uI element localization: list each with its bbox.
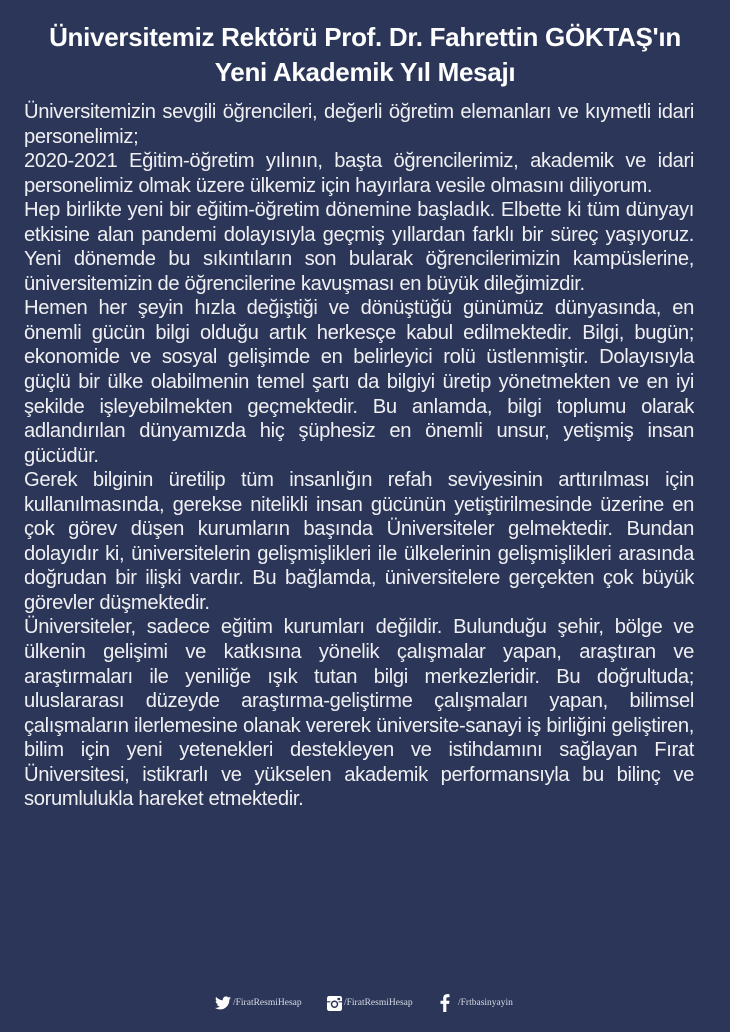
paragraph-wishes: 2020-2021 Eğitim-öğretim yılının, başta öğrencilerimiz, akademik ve idari personelimiz olmak üzere ülkemiz için hayırlara vesile olmasını diliyorum.	[24, 150, 694, 197]
instagram-handle: /FiratResmiHesap	[344, 998, 413, 1008]
social-footer	[0, 992, 730, 1014]
paragraph-greeting: Üniversitemizin sevgili öğrencileri, değerli öğretim elemanları ve kıymetli idari personelimiz;	[24, 101, 694, 148]
paragraph-pandemic: Hep birlikte yeni bir eğitim-öğretim dönemine başladık. Elbette ki tüm dünyayı etkisine alan pandemi dolayısıyla geçmiş yıllardan farklı bir süreç yaşıyoruz. Yeni dönemde bu sıkıntıların son bularak öğrencilerimizin kampüslerine, üniversitemizin de öğrencilerine kavuşması en büyük dileğimizdir.	[24, 199, 694, 295]
facebook-handle: /Frtbasinyayin	[458, 998, 513, 1008]
instagram-icon	[327, 996, 342, 1011]
title-line-2: Yeni Akademik Yıl Mesajı	[214, 57, 516, 87]
twitter-icon	[215, 996, 231, 1010]
social-link-instagram[interactable]	[327, 992, 413, 1014]
paragraph-firat-university: Üniversiteler, sadece eğitim kurumları değildir. Bulunduğu şehir, bölge ve ülkenin gelişimi ve katkısına yönelik çalışmalar yapan, araştıran ve araştırmaları ile yeniliğe ışık tutan bilgi merkezleridir. Bu doğrultuda; uluslararası düzeyde araştırma-geliştirme çalışmaları yapan, bilimsel çalışmaların ilerlemesine olanak vererek üniversite-sanayi iş birliğini geliştiren, bilim için yeni yetenekleri destekleyen ve istihdamını sağlayan Fırat Üniversitesi, istikrarlı ve yükselen akademik performansıyla bu bilinç ve sorumlulukla hareket etmektedir.	[24, 616, 694, 811]
title-line-1: Üniversitemiz Rektörü Prof. Dr. Fahrettin GÖKTAŞ'ın	[49, 22, 681, 52]
paragraph-universities-role: Gerek bilginin üretilip tüm insanlığın refah seviyesinin arttırılması için kullanılmasında, gerekse nitelikli insan gücünün yetiştirilmesinde üzerine en çok görev düşen kurumların başında Üniversiteler gelmektedir. Bundan dolayıdır ki, üniversitelerin gelişmişlikleri ile ülkelerinin gelişmişlikleri arasında doğrudan bir ilişki vardır. Bu bağlamda, üniversitelere gerçekten çok büyük görevler düşmektedir.	[24, 469, 694, 614]
page-title	[0, 20, 730, 90]
message-body	[24, 100, 694, 812]
social-link-twitter[interactable]	[215, 992, 302, 1014]
facebook-icon	[440, 994, 450, 1012]
paragraph-knowledge: Hemen her şeyin hızla değiştiği ve dönüştüğü günümüz dünyasında, en önemli gücün bilgi olduğu artık herkesçe kabul edilmektedir. Bilgi, bugün; ekonomide ve sosyal gelişimde en belirleyici rolü üstlenmiştir. Dolayısıyla güçlü bir ülke olabilmenin temel şartı da bilgiyi üretip yönetmekten ve en iyi şekilde işleyebilmekten geçmektedir. Bu anlamda, bilgi toplumu olarak adlandırılan dünyamızda hiç şüphesiz en önemli unsur, yetişmiş insan gücüdür.	[24, 297, 694, 467]
social-link-facebook[interactable]	[440, 992, 513, 1014]
twitter-handle: /FiratResmiHesap	[233, 998, 302, 1008]
